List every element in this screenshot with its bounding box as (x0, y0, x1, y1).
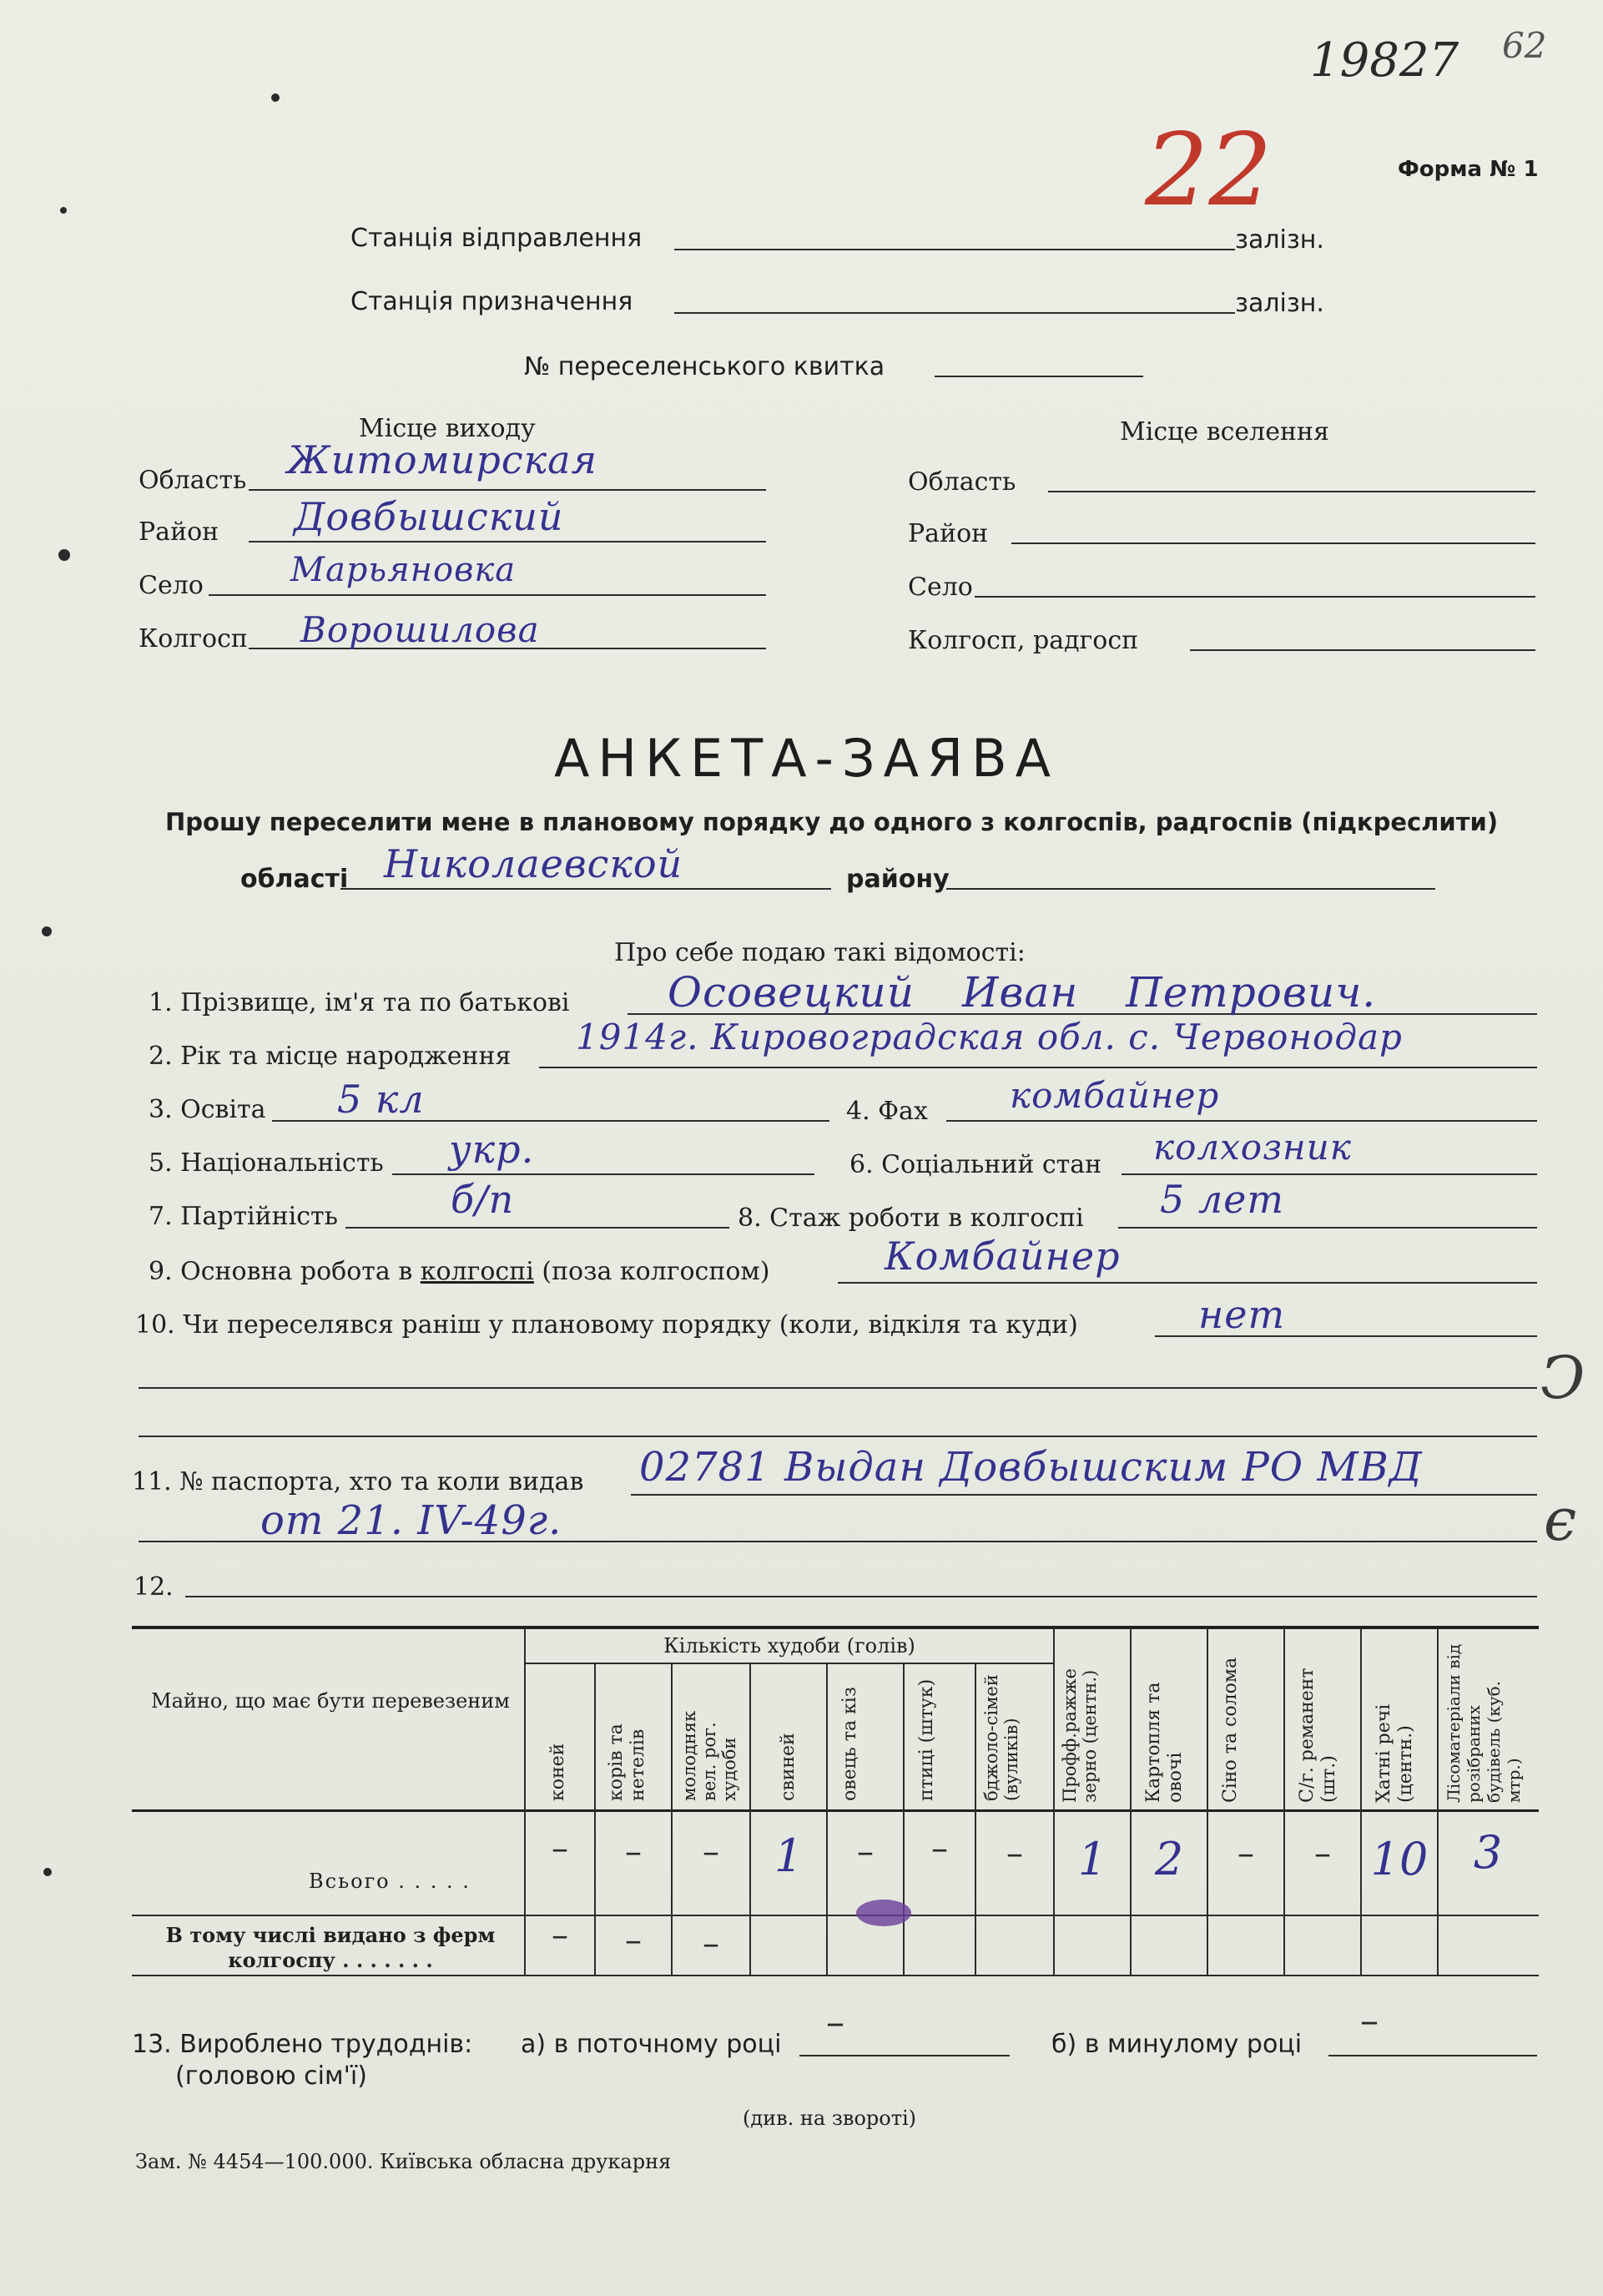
total-cell-timber: 3 (1473, 1826, 1503, 1879)
col-divider (975, 1663, 976, 1976)
origin-oblast-value: Житомирская (287, 437, 597, 482)
destination-selo-label: Село (908, 573, 973, 602)
col-header-poultry: птиці (штук) (916, 1678, 937, 1801)
field-8-value: 5 лет (1160, 1177, 1285, 1222)
field-6-value: колхозник (1153, 1127, 1352, 1168)
col-header-household: Хатні речі (центн.) (1374, 1703, 1416, 1803)
destination-heading: Місце вселення (1120, 417, 1329, 447)
field-8-line (1118, 1227, 1537, 1229)
field-12-label: 12. (134, 1572, 174, 1602)
field-11-line (631, 1494, 1537, 1496)
table-row-header: Майно, що має бути перевезеним (151, 1689, 510, 1713)
table-bottom-border (132, 1975, 1539, 1976)
origin-oblast-line (249, 489, 766, 491)
field-4-line (946, 1120, 1537, 1122)
field-6-line (1122, 1173, 1537, 1175)
field-4-value: комбайнер (1010, 1075, 1220, 1116)
workdays-previous-label: б) в минулому році (1051, 2030, 1303, 2059)
field-10-extra-line-2 (139, 1436, 1537, 1437)
field-2-label: 2. Рік та місце народження (149, 1042, 512, 1071)
col-header-tools: С/г. реманент (шт.) (1297, 1668, 1339, 1803)
ticket-number-label: № переселенського квитка (524, 352, 885, 381)
field-10-extra-line-1 (139, 1387, 1537, 1389)
field-5-label: 5. Національність (149, 1148, 384, 1178)
total-row-label: Всього . . . . . (309, 1870, 471, 1893)
total-cell-tools: – (1314, 1834, 1331, 1873)
total-cell-potatoes: 2 (1154, 1833, 1184, 1885)
destination-station-line (674, 312, 1235, 314)
request-text: Прошу переселити мене в плановому порядку до одного з колгоспів, радгоспів (підкреслити) (165, 808, 1499, 836)
farm-cell-cows: – (625, 1921, 642, 1960)
about-heading: Про себе подаю такі відомості: (614, 938, 1026, 967)
field-9-label-a: 9. Основна робота в (149, 1257, 413, 1286)
col-header-timber: Лісоматеріали від розібраних будівель (куб. мтр.) (1444, 1643, 1524, 1803)
workdays-previous-value: – (1360, 2000, 1379, 2042)
origin-kolhosp-value: Ворошилова (300, 609, 540, 650)
col-header-grain: Профф.ражже зерно (центн.) (1060, 1668, 1100, 1803)
total-cell-young-cattle: – (703, 1833, 719, 1871)
punch-hole (271, 93, 280, 102)
punch-hole (42, 926, 52, 936)
origin-raion-value: Довбышский (294, 494, 564, 539)
table-total-bottom-border (132, 1915, 1539, 1916)
col-divider (1130, 1627, 1132, 1976)
col-divider (1283, 1627, 1285, 1976)
destination-selo-line (975, 596, 1535, 598)
table-header-bottom-border (132, 1809, 1539, 1812)
origin-selo-label: Село (139, 571, 204, 600)
col-header-pigs: свиней (778, 1733, 799, 1801)
origin-raion-label: Район (139, 517, 219, 547)
destination-kolhosp-label: Колгосп, радгосп (908, 626, 1139, 655)
destination-oblast-label: Область (908, 467, 1016, 497)
total-cell-poultry: – (931, 1829, 948, 1868)
destination-station-label: Станція призначення (350, 287, 633, 316)
field-12-line (185, 1596, 1537, 1597)
field-7-line (345, 1227, 729, 1229)
origin-heading: Місце виходу (359, 414, 536, 443)
col-divider (1207, 1627, 1208, 1976)
field-4-label: 4. Фах (846, 1097, 928, 1126)
col-header-hay: Сіно та солома (1220, 1657, 1241, 1803)
workdays-previous-line (1328, 2055, 1537, 2056)
total-cell-grain: 1 (1077, 1833, 1107, 1885)
departure-station-label: Станція відправлення (350, 224, 643, 253)
destination-raion-line (1011, 542, 1535, 544)
field-3-label: 3. Освіта (149, 1095, 266, 1124)
workdays-current-line (799, 2055, 1010, 2056)
red-number: 22 (1145, 113, 1273, 229)
total-cell-household: 10 (1370, 1833, 1429, 1885)
field-2-line (539, 1067, 1537, 1068)
request-oblast-value: Николаевской (384, 841, 683, 886)
field-6-label: 6. Соціальний стан (849, 1150, 1102, 1179)
see-back-note: (див. на звороті) (743, 2107, 917, 2130)
field-9-label-b: колгоспі (420, 1257, 534, 1286)
col-header-horses: коней (547, 1743, 568, 1801)
field-5-line (392, 1173, 814, 1175)
total-cell-pigs: 1 (774, 1829, 804, 1882)
departure-station-line (674, 249, 1235, 250)
destination-oblast-line (1048, 491, 1535, 492)
field-2-value: 1914г. Кировоградская обл. с. Червонодар (576, 1017, 1403, 1057)
total-cell-horses: – (552, 1829, 568, 1868)
departure-rail-suffix: залізн. (1235, 225, 1324, 255)
workdays-current-value: – (826, 2001, 844, 2044)
col-header-young-cattle: молодняк вел. рог. худоби (679, 1710, 739, 1801)
origin-selo-value: Марьяновка (290, 551, 517, 589)
field-8-label: 8. Стаж роботи в колгоспі (738, 1204, 1084, 1233)
col-header-beehives: бджоло-сімей (вуликів) (981, 1674, 1021, 1801)
col-divider (1360, 1627, 1362, 1976)
margin-mark: Ͻ (1540, 1344, 1585, 1412)
field-10-value: нет (1198, 1292, 1286, 1337)
request-oblast-label: області (240, 865, 349, 894)
col-header-potatoes: Картопля та овочі (1143, 1682, 1186, 1803)
origin-selo-line (209, 594, 766, 596)
destination-rail-suffix: залізн. (1235, 289, 1324, 318)
total-cell-cows: – (625, 1833, 642, 1871)
ink-blot (856, 1900, 911, 1926)
field-9-label-c: (поза колгоспом) (542, 1257, 770, 1286)
field-7-label: 7. Партійність (149, 1202, 338, 1231)
table-top-border (132, 1626, 1539, 1629)
col-divider (1053, 1627, 1055, 1976)
farm-row-label: В тому числі видано з ферм колгоспу . . . . . . . (165, 1923, 496, 1972)
col-header-sheep-goats: овець та кіз (839, 1687, 860, 1801)
origin-oblast-label: Область (139, 466, 247, 495)
ticket-number-line (935, 376, 1143, 377)
request-oblast-line (340, 888, 831, 890)
workdays-current-label: а) в поточному році (521, 2030, 782, 2059)
col-divider (826, 1663, 828, 1976)
punch-hole (43, 1868, 52, 1876)
field-9-line (838, 1282, 1537, 1284)
total-cell-beehives: – (1006, 1834, 1023, 1873)
total-cell-sheep-goats: – (857, 1833, 874, 1871)
sheet-number: 62 (1502, 25, 1547, 66)
field-5-value: укр. (449, 1127, 535, 1172)
destination-kolhosp-line (1190, 649, 1535, 651)
field-3-value: 5 кл (337, 1077, 425, 1122)
margin-mark: ϵ (1544, 1486, 1577, 1554)
punch-hole (60, 207, 67, 214)
total-cell-hay: – (1238, 1834, 1254, 1873)
field-11-value: 02781 Выдан Довбышским РО МВД (639, 1444, 1423, 1491)
col-divider (903, 1663, 905, 1976)
col-divider (749, 1663, 751, 1976)
field-1-label: 1. Прізвище, ім'я та по батькові (149, 988, 570, 1017)
field-7-value: б/п (451, 1177, 515, 1222)
farm-cell-young-cattle: – (703, 1925, 719, 1963)
origin-raion-line (249, 541, 766, 542)
workdays-label: 13. Вироблено трудоднів: (132, 2030, 473, 2059)
printer-note: Зам. № 4454—100.000. Київська обласна друкарня (135, 2150, 672, 2173)
livestock-header: Кількість худоби (голів) (663, 1634, 915, 1658)
farm-cell-horses: – (552, 1916, 568, 1955)
destination-raion-label: Район (908, 519, 989, 548)
workdays-sub: (головою сім'ї) (175, 2061, 367, 2091)
field-11-label: 11. № паспорта, хто та коли видав (132, 1467, 584, 1496)
form-label: Форма № 1 (1398, 157, 1539, 182)
archive-number: 19827 (1310, 33, 1459, 88)
request-raion-label: району (846, 865, 950, 894)
origin-kolhosp-label: Колгосп (139, 624, 248, 653)
field-11-value-2: от 21. IV-49г. (260, 1497, 562, 1544)
punch-hole (58, 549, 70, 561)
field-9-value: Комбайнер (885, 1234, 1121, 1279)
field-1-value: Осовецкий Иван Петрович. (668, 968, 1377, 1017)
request-raion-line (946, 888, 1435, 890)
col-divider (1437, 1627, 1439, 1976)
col-header-cows: корів та нетелів (606, 1723, 648, 1801)
field-9-label (149, 1257, 769, 1286)
document-title: АНКЕТА-ЗАЯВА (554, 728, 1060, 789)
field-10-label: 10. Чи переселявся раніш у плановому порядку (коли, відкіля та куди) (135, 1310, 1078, 1340)
